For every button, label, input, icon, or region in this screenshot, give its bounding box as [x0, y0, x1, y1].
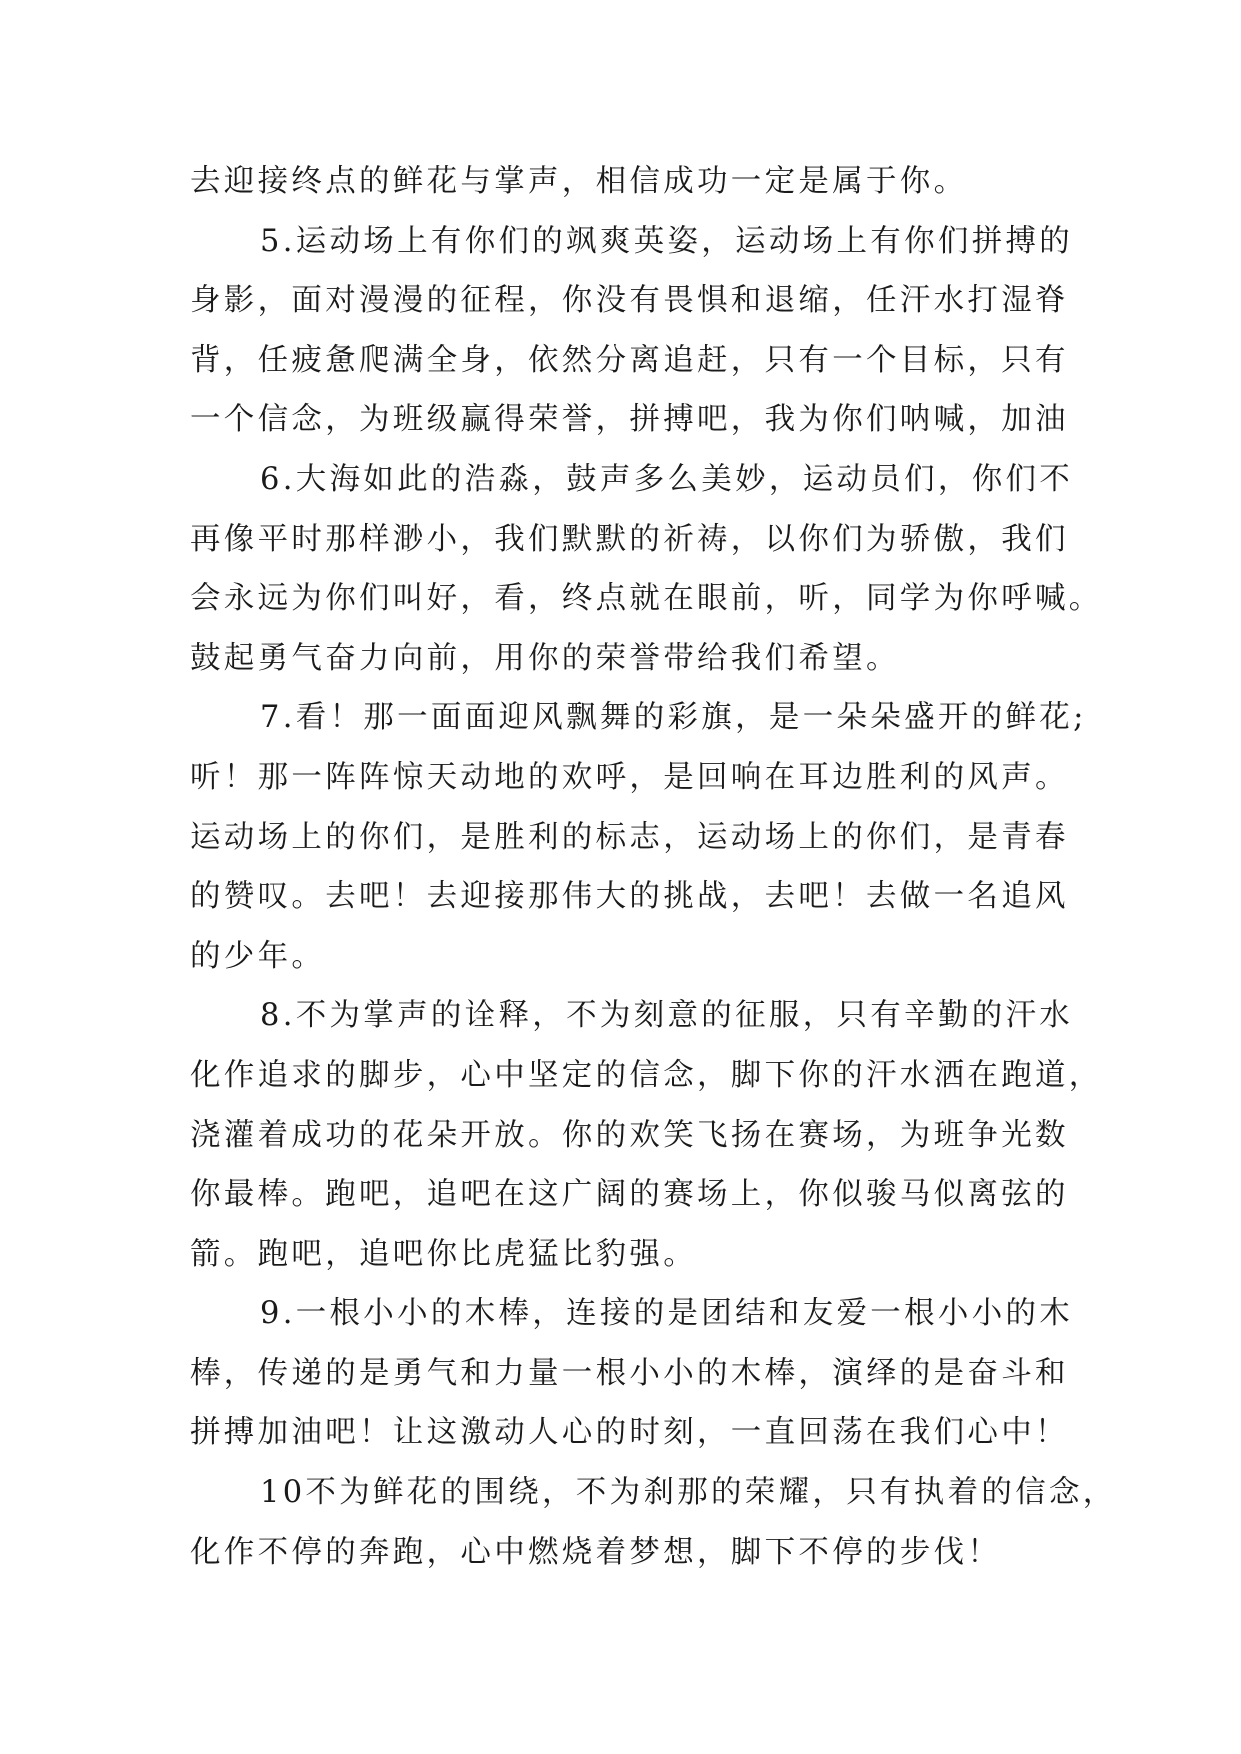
paragraph-start-line: 10不为鲜花的围绕，不为刹那的荣耀，只有执着的信念，: [260, 1475, 1117, 1511]
paragraph-start-line: 5.运动场上有你们的飒爽英姿，运动场上有你们拼搏的: [260, 223, 1074, 259]
text-line: 会永远为你们叫好，看，终点就在眼前，听，同学为你呼喊。: [190, 581, 1103, 617]
text-line: 的赞叹。去吧！去迎接那伟大的挑战，去吧！去做一名追风: [190, 879, 1069, 915]
text-line: 再像平时那样渺小，我们默默的祈祷，以你们为骄傲，我们: [190, 521, 1069, 557]
paragraph-start-line: 7.看！那一面面迎风飘舞的彩旗，是一朵朵盛开的鲜花;: [260, 700, 1087, 736]
text-line: 浇灌着成功的花朵开放。你的欢笑飞扬在赛场，为班争光数: [190, 1117, 1069, 1153]
text-line: 化作不停的奔跑，心中燃烧着梦想，脚下不停的步伐！: [190, 1534, 1002, 1570]
document-body: [190, 152, 1117, 1582]
paragraph-start-line: 9.一根小小的木棒，连接的是团结和友爱一根小小的木: [260, 1296, 1074, 1332]
text-line: 化作追求的脚步，心中坚定的信念，脚下你的汗水洒在跑道，: [190, 1057, 1103, 1093]
text-line: 箭。跑吧，追吧你比虎猛比豹强。: [190, 1236, 697, 1272]
text-line: 你最棒。跑吧，追吧在这广阔的赛场上，你似骏马似离弦的: [190, 1177, 1069, 1213]
text-line: 的少年。: [190, 938, 326, 974]
text-line: 身影，面对漫漫的征程，你没有畏惧和退缩，任汗水打湿脊: [190, 283, 1069, 319]
text-line: 背，任疲惫爬满全身，依然分离追赶，只有一个目标，只有: [190, 342, 1069, 378]
text-line: 听！那一阵阵惊天动地的欢呼，是回响在耳边胜利的风声。: [190, 759, 1069, 795]
text-line: 去迎接终点的鲜花与掌声，相信成功一定是属于你。: [190, 164, 968, 199]
text-line: 一个信念，为班级赢得荣誉，拼搏吧，我为你们呐喊，加油: [190, 402, 1069, 438]
text-line: 棒，传递的是勇气和力量一根小小的木棒，演绎的是奋斗和: [190, 1355, 1069, 1391]
text-line: 运动场上的你们，是胜利的标志，运动场上的你们，是青春: [190, 819, 1069, 855]
paragraph-start-line: 8.不为掌声的诠释，不为刻意的征服，只有辛勤的汗水: [260, 998, 1074, 1034]
paragraph-start-line: 6.大海如此的浩淼，鼓声多么美妙，运动员们，你们不: [260, 461, 1074, 497]
text-line: 鼓起勇气奋力向前，用你的荣誉带给我们希望。: [190, 640, 900, 676]
text-line: 拼搏加油吧！让这激动人心的时刻，一直回荡在我们心中！: [190, 1415, 1069, 1451]
